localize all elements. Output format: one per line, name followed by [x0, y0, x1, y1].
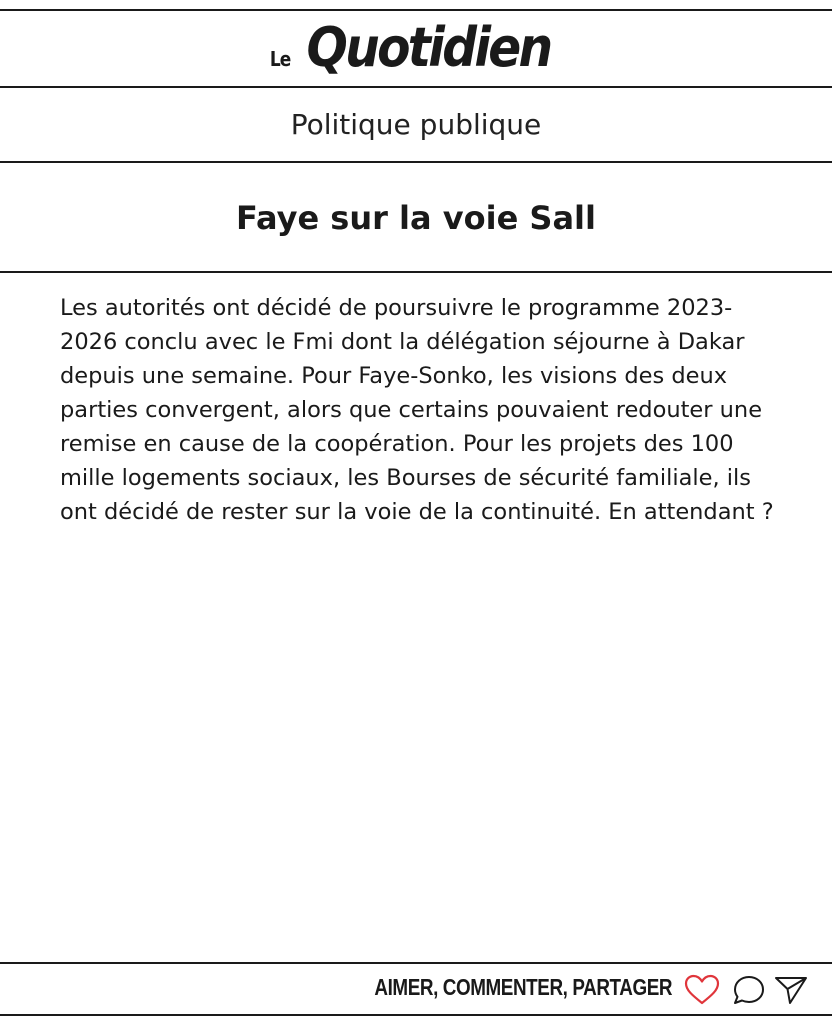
section-rule: [0, 161, 832, 163]
heart-icon[interactable]: [684, 974, 720, 1006]
send-icon[interactable]: [773, 974, 809, 1006]
logo-prefix: Le: [270, 47, 291, 71]
social-cta-label: AIMER, COMMENTER, PARTAGER: [374, 974, 672, 1000]
article-body: Les autorités ont décidé de poursuivre le programme 2023-2026 conclu avec le Fmi dont la délégation séjourne à Dakar depuis une semaine. Pour Faye-Sonko, les visions des deux parties convergent, alors que certains pouvaient redouter une remise en cause de la coopération. Pour les projets des 100 mille logements sociaux, les Bourses de sécurité familiale, ils ont décidé de rester sur la voie de la continuité. En attendant ?: [60, 295, 774, 525]
top-rule: [0, 9, 832, 11]
article-headline: Faye sur la voie Sall: [236, 199, 596, 237]
headline-rule: [0, 271, 832, 273]
comment-icon[interactable]: [732, 974, 768, 1006]
section-label: Politique publique: [290, 108, 542, 141]
social-footer: [0, 964, 832, 1014]
logo-name: Quotidien: [306, 16, 551, 79]
footer-bottom-rule: [0, 1014, 832, 1016]
masthead-logo: [0, 12, 832, 86]
